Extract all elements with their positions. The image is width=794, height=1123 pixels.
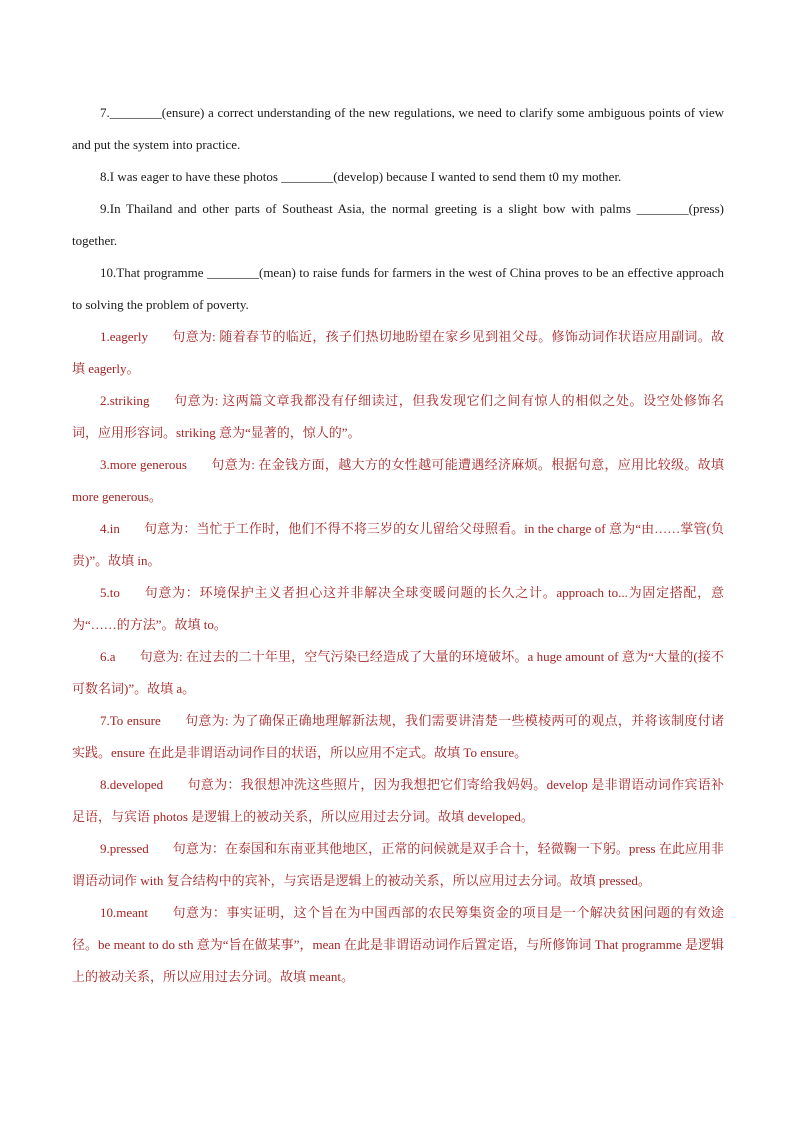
answer-9 xyxy=(72,833,724,897)
answer-explanation: 句意为: 在过去的二十年里，空气污染已经造成了大量的环境破坏。a huge amount of 意为“大量的(接不可数名词)”。故填 a。 xyxy=(72,649,724,696)
answer-7 xyxy=(72,705,724,769)
answer-key: 3.more generous xyxy=(100,457,187,472)
question-7 xyxy=(72,97,724,161)
answer-key: 7.To ensure xyxy=(100,713,161,728)
question-text: 7.________(ensure) a correct understanding of the new regulations, we need to clarify some ambiguous points of view and put the system into practice. xyxy=(72,105,724,152)
question-text: 8.I was eager to have these photos ________(develop) because I wanted to send them t0 my mother. xyxy=(100,169,622,184)
answer-1 xyxy=(72,321,724,385)
answer-key: 10.meant xyxy=(100,905,149,920)
answer-explanation: 句意为：事实证明，这个旨在为中国西部的农民筹集资金的项目是一个解决贫困问题的有效途径。be meant to do sth 意为“旨在做某事”，mean 在此是非谓语动词作后置定语，与所修饰词 That programme 是逻辑上的被动关系，所以应用过去分词。故填 meant。 xyxy=(72,905,724,984)
answer-explanation: 句意为：我很想冲洗这些照片，因为我想把它们寄给我妈妈。develop 是非谓语动词作宾语补足语，与宾语 photos 是逻辑上的被动关系，所以应用过去分词。故填 developed。 xyxy=(72,777,724,824)
answer-explanation: 句意为：在泰国和东南亚其他地区，正常的问候就是双手合十，轻微鞠一下躬。press 在此应用非谓语动词作 with 复合结构中的宾补，与宾语是逻辑上的被动关系，所以应用过去分词。故填 pressed。 xyxy=(72,841,724,888)
question-text: 9.In Thailand and other parts of Southeast Asia, the normal greeting is a slight bow with palms ________(press) together. xyxy=(72,201,724,248)
answer-10 xyxy=(72,897,724,993)
answer-explanation: 句意为：当忙于工作时，他们不得不将三岁的女儿留给父母照看。in the charge of 意为“由……掌管(负责)”。故填 in。 xyxy=(72,521,724,568)
answer-key: 6.a xyxy=(100,649,116,664)
answer-key: 2.striking xyxy=(100,393,150,408)
question-text: 10.That programme ________(mean) to raise funds for farmers in the west of China proves to be an effective approach to solving the problem of poverty. xyxy=(72,265,724,312)
question-9 xyxy=(72,193,724,257)
question-10 xyxy=(72,257,724,321)
answer-3 xyxy=(72,449,724,513)
answer-explanation: 句意为：环境保护主义者担心这并非解决全球变暖问题的长久之计。approach to...为固定搭配，意为“……的方法”。故填 to。 xyxy=(72,585,724,632)
answer-explanation: 句意为: 为了确保正确地理解新法规，我们需要讲清楚一些模棱两可的观点，并将该制度付诸实践。ensure 在此是非谓语动词作目的状语，所以应用不定式。故填 To ensure。 xyxy=(72,713,724,760)
question-8 xyxy=(72,161,724,193)
answer-explanation: 句意为: 在金钱方面，越大方的女性越可能遭遇经济麻烦。根据句意，应用比较级。故填 more generous。 xyxy=(72,457,724,504)
answer-key: 4.in xyxy=(100,521,120,536)
answer-key: 1.eagerly xyxy=(100,329,149,344)
answer-2 xyxy=(72,385,724,449)
answer-8 xyxy=(72,769,724,833)
answer-4 xyxy=(72,513,724,577)
answer-6 xyxy=(72,641,724,705)
answer-key: 5.to xyxy=(100,585,120,600)
answer-key: 9.pressed xyxy=(100,841,149,856)
answer-explanation: 句意为: 随着春节的临近，孩子们热切地盼望在家乡见到祖父母。修饰动词作状语应用副词。故填 eagerly。 xyxy=(72,329,724,376)
answer-key: 8.developed xyxy=(100,777,164,792)
answer-explanation: 句意为: 这两篇文章我都没有仔细读过，但我发现它们之间有惊人的相似之处。设空处修饰名词，应用形容词。striking 意为“显著的，惊人的”。 xyxy=(72,393,724,440)
document-body xyxy=(72,97,724,993)
answer-5 xyxy=(72,577,724,641)
